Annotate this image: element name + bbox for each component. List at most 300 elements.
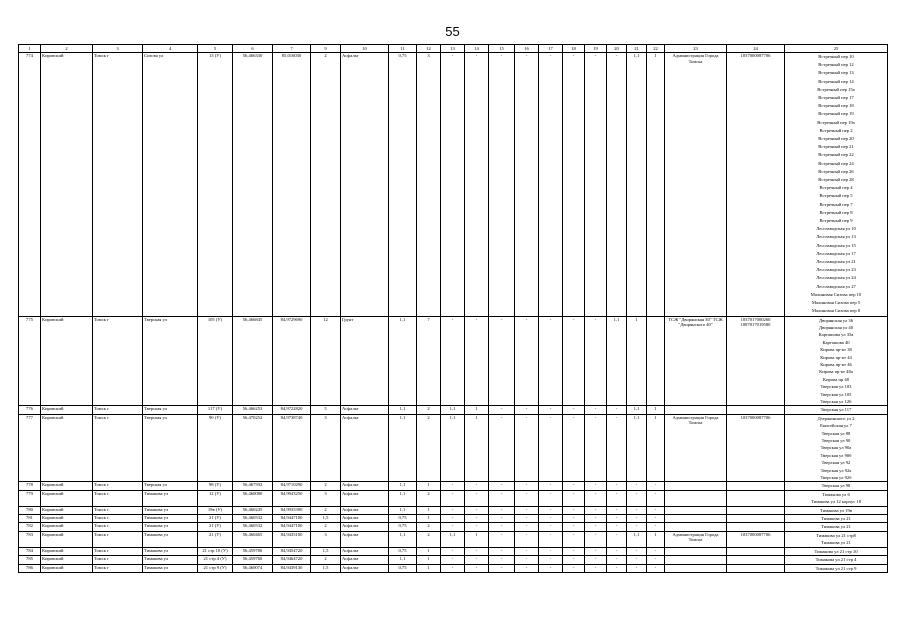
address-item: Встречный пер 13: [818, 70, 854, 76]
table-cell: 0,75: [389, 547, 417, 555]
address-item: Тверская ул 90б: [820, 452, 852, 458]
table-row: [19, 490, 888, 506]
address-list-cell: [785, 53, 888, 317]
table-cell: 2: [311, 523, 341, 531]
column-header: 16: [515, 45, 539, 53]
table-cell: -: [539, 506, 563, 514]
address-list-cell: [785, 506, 888, 514]
table-cell: 21 стр 10 (У): [198, 547, 233, 555]
table-cell: 21 (У): [198, 523, 233, 531]
address-item: Встречный пер 5: [819, 193, 853, 199]
table-cell: Тверская ул: [143, 482, 198, 490]
table-cell: Томск г: [93, 316, 143, 406]
column-header: 15: [489, 45, 515, 53]
table-cell: -: [539, 564, 563, 572]
table-cell: -: [465, 556, 489, 564]
table-cell: -: [607, 53, 627, 317]
column-header: 22: [647, 45, 665, 53]
table-cell: 84,9722820: [273, 406, 311, 414]
table-cell: Асфальт: [341, 414, 389, 482]
address-item: Тимакова ул 21 стр 9: [815, 565, 857, 571]
table-cell: -: [563, 515, 585, 523]
table-cell: -: [585, 316, 607, 406]
address-item: Тимакова ул 21: [821, 516, 851, 522]
address-list-cell: [785, 547, 888, 555]
table-cell: 1: [465, 414, 489, 482]
table-cell: 1,1: [389, 490, 417, 506]
table-cell: 1: [465, 531, 489, 547]
address-list-cell: [785, 564, 888, 572]
table-cell: 2: [311, 506, 341, 514]
table-cell: -: [607, 490, 627, 506]
table-cell: 1,1: [441, 406, 465, 414]
address-item: Енисейская ул 7: [820, 423, 852, 429]
table-cell: -: [465, 523, 489, 531]
table-cell: 3: [311, 490, 341, 506]
table-cell: -: [563, 414, 585, 482]
table-cell: 1037000087706: [727, 531, 785, 547]
table-cell: [727, 506, 785, 514]
table-cell: -: [647, 564, 665, 572]
table-cell: [665, 547, 727, 555]
table-cell: [727, 523, 785, 531]
table-cell: -: [539, 547, 563, 555]
table-cell: -: [515, 316, 539, 406]
table-cell: [665, 482, 727, 490]
table-cell: -: [515, 506, 539, 514]
table-cell: 1037000087706: [727, 414, 785, 482]
column-header: 9: [311, 45, 341, 53]
column-header: 23: [665, 45, 727, 53]
table-cell: 1,1: [389, 316, 417, 406]
address-item: Лесозаводская ул 24: [816, 275, 856, 281]
table-cell: 1,1: [389, 556, 417, 564]
table-row: [19, 523, 888, 531]
table-cell: -: [563, 490, 585, 506]
table-cell: -: [585, 53, 607, 317]
table-cell: 778: [19, 482, 41, 490]
table-cell: 1: [417, 515, 441, 523]
table-cell: 1: [647, 53, 665, 317]
table-row: [19, 556, 888, 564]
table-cell: 782: [19, 523, 41, 531]
table-cell: -: [539, 414, 563, 482]
table-cell: 0,75: [389, 515, 417, 523]
table-cell: -: [563, 506, 585, 514]
column-header: 5: [198, 45, 233, 53]
table-cell: -: [585, 556, 607, 564]
table-cell: 3: [311, 414, 341, 482]
table-cell: Тимакова ул: [143, 531, 198, 547]
address-item: Тверская ул 92: [821, 460, 851, 466]
table-cell: -: [647, 523, 665, 531]
table-row: [19, 482, 888, 490]
table-cell: 1: [417, 564, 441, 572]
table-cell: -: [627, 523, 647, 531]
table-cell: -: [489, 53, 515, 317]
table-cell: 1037017000260 1087017019580: [727, 316, 785, 406]
table-cell: -: [465, 482, 489, 490]
table-cell: Томск г: [93, 490, 143, 506]
address-item: Тверская ул 90а: [820, 445, 852, 451]
table-cell: -: [489, 564, 515, 572]
address-item: Тимакова ул 21: [821, 540, 851, 546]
table-cell: 784: [19, 547, 41, 555]
table-cell: -: [441, 490, 465, 506]
address-item: Тимакова ул 21: [821, 524, 851, 530]
address-item: Тимакова ул 21 стр8: [816, 532, 856, 538]
table-cell: [727, 556, 785, 564]
address-item: Встречный пер 9: [819, 218, 853, 224]
table-cell: Тимакова ул: [143, 556, 198, 564]
table-cell: -: [585, 482, 607, 490]
table-cell: Томск г: [93, 53, 143, 317]
address-item: Лесозаводская ул 27: [816, 283, 856, 289]
address-item: Кирова пр-кт 44: [820, 354, 852, 360]
table-cell: -: [607, 482, 627, 490]
table-cell: 2: [417, 523, 441, 531]
table-cell: 90 (У): [198, 414, 233, 482]
table-cell: -: [515, 531, 539, 547]
table-cell: -: [539, 53, 563, 317]
address-item: Тверская ул 126: [820, 398, 852, 404]
table-cell: -: [585, 547, 607, 555]
table-cell: Асфальт: [341, 547, 389, 555]
table-cell: Тимакова ул: [143, 506, 198, 514]
table-cell: Тимакова ул: [143, 515, 198, 523]
address-item: Кирова пр 48: [823, 376, 849, 382]
address-item: Встречный пер 26: [818, 168, 854, 174]
table-cell: 1,5: [311, 564, 341, 572]
address-list-cell: [785, 523, 888, 531]
address-item: Встречный пер 28: [818, 177, 854, 183]
table-cell: -: [607, 547, 627, 555]
address-item: Встречный пер 14: [818, 78, 854, 84]
table-cell: Асфальт: [341, 564, 389, 572]
table-cell: -: [627, 547, 647, 555]
table-cell: 1: [647, 531, 665, 547]
table-cell: -: [515, 547, 539, 555]
table-cell: 84,9447100: [273, 523, 311, 531]
table-cell: Тимакова ул: [143, 523, 198, 531]
table-cell: -: [585, 490, 607, 506]
address-item: Лесозаводская ул 10: [816, 226, 856, 232]
table-cell: Тверская ул: [143, 406, 198, 414]
table-cell: 84,9447100: [273, 515, 311, 523]
table-cell: -: [515, 515, 539, 523]
table-cell: 1,1: [389, 406, 417, 414]
table-cell: Кировский: [41, 414, 93, 482]
table-cell: Кировский: [41, 506, 93, 514]
table-cell: Асфальт: [341, 523, 389, 531]
table-cell: -: [515, 482, 539, 490]
table-cell: -: [489, 506, 515, 514]
column-header: 4: [143, 45, 198, 53]
column-header: 3: [93, 45, 143, 53]
table-cell: Томск г: [93, 556, 143, 564]
table-cell: Кировский: [41, 515, 93, 523]
table-cell: ТСЖ "Дворянская 30" ТСЖ "Дворянского 40": [665, 316, 727, 406]
table-cell: -: [539, 515, 563, 523]
table-cell: -: [563, 523, 585, 531]
address-item: Встречный пер 12: [818, 62, 854, 68]
address-item: Кирова пр-кт 48а: [819, 369, 853, 375]
table-cell: -: [465, 53, 489, 317]
table-cell: 84,9710290: [273, 482, 311, 490]
table-cell: Грунт: [341, 316, 389, 406]
table-cell: Тверская ул: [143, 316, 198, 406]
column-header: 21: [627, 45, 647, 53]
address-item: Встречный пер 20: [818, 136, 854, 142]
table-cell: -: [441, 506, 465, 514]
column-header: 10: [341, 45, 389, 53]
table-cell: -: [441, 53, 465, 317]
table-cell: -: [607, 556, 627, 564]
table-cell: [727, 564, 785, 572]
table-cell: -: [607, 564, 627, 572]
address-item: Дворянская ул 40: [818, 324, 854, 330]
table-row: [19, 316, 888, 406]
table-row: [19, 406, 888, 414]
table-cell: Кировский: [41, 531, 93, 547]
column-header: 11: [389, 45, 417, 53]
table-cell: 2: [311, 556, 341, 564]
table-cell: 1: [465, 406, 489, 414]
table-cell: 21 (У): [198, 515, 233, 523]
table-cell: -: [441, 482, 465, 490]
table-cell: [727, 547, 785, 555]
table-cell: 2: [311, 482, 341, 490]
table-cell: 2: [311, 53, 341, 317]
table-cell: 1,1: [389, 506, 417, 514]
table-cell: Томск г: [93, 482, 143, 490]
column-header: 25: [785, 45, 888, 53]
table-cell: Кировский: [41, 564, 93, 572]
table-cell: 0,75: [389, 53, 417, 317]
table-cell: Томск г: [93, 547, 143, 555]
table-cell: -: [441, 523, 465, 531]
table-cell: -: [607, 506, 627, 514]
address-item: Встречный пер 21: [818, 144, 854, 150]
table-cell: 785: [19, 556, 41, 564]
table-cell: -: [539, 406, 563, 414]
table-cell: 21 стр 4 (У): [198, 556, 233, 564]
table-cell: -: [515, 523, 539, 531]
table-cell: 56,460532: [233, 515, 273, 523]
table-cell: Кировский: [41, 406, 93, 414]
address-item: Тимакова ул 12 корпус 18: [810, 499, 862, 505]
table-cell: -: [607, 406, 627, 414]
address-item: Встречный пер 8: [819, 209, 853, 215]
address-item: Тверская ул 105: [820, 391, 852, 397]
table-cell: 7: [417, 316, 441, 406]
table-cell: -: [489, 556, 515, 564]
table-cell: [665, 406, 727, 414]
address-list-cell: [785, 490, 888, 506]
table-cell: 3: [417, 53, 441, 317]
table-cell: Асфальт: [341, 406, 389, 414]
table-cell: -: [585, 506, 607, 514]
address-item: Тимакова ул 6: [822, 491, 850, 497]
table-cell: [727, 406, 785, 414]
address-item: Встречный пер 15а: [817, 86, 855, 92]
column-header: 12: [417, 45, 441, 53]
table-cell: Кировский: [41, 547, 93, 555]
address-item: Тимакова ул 19в: [820, 507, 852, 513]
table-row: [19, 53, 888, 317]
table-cell: -: [489, 531, 515, 547]
table-cell: [727, 515, 785, 523]
column-header: 7: [273, 45, 311, 53]
address-item: Тверская ул 92б: [820, 475, 852, 481]
address-item: Встречный пер 2: [819, 127, 853, 133]
address-list-cell: [785, 531, 888, 547]
address-item: Тимакова ул 21 стр 10: [814, 548, 858, 554]
table-cell: -: [441, 316, 465, 406]
table-cell: 1,1: [607, 316, 627, 406]
table-cell: -: [563, 547, 585, 555]
table-cell: -: [563, 564, 585, 572]
table-cell: 777: [19, 414, 41, 482]
table-cell: -: [515, 414, 539, 482]
table-cell: 786: [19, 564, 41, 572]
table-cell: Томск г: [93, 406, 143, 414]
address-item: Карташова 40: [822, 339, 850, 345]
table-cell: -: [647, 506, 665, 514]
table-cell: 56,466253: [233, 406, 273, 414]
table-cell: 779: [19, 490, 41, 506]
table-cell: -: [465, 316, 489, 406]
address-item: Встречный пер 19: [818, 111, 854, 117]
table-cell: 774: [19, 53, 41, 317]
address-item: Лесозаводская ул 17: [816, 250, 856, 256]
table-cell: [665, 506, 727, 514]
table-cell: 84,9464720: [273, 556, 311, 564]
table-cell: -: [465, 564, 489, 572]
table-cell: 0,75: [389, 564, 417, 572]
table-cell: -: [539, 482, 563, 490]
table-cell: [665, 564, 727, 572]
table-cell: Кировский: [41, 556, 93, 564]
table-cell: Администрация Города Томска: [665, 414, 727, 482]
table-cell: 56,459760: [233, 556, 273, 564]
table-cell: Тимакова ул: [143, 490, 198, 506]
table-cell: 1: [647, 414, 665, 482]
page-number: 55: [445, 24, 460, 39]
table-cell: Асфальт: [341, 506, 389, 514]
table-cell: Тимакова ул: [143, 564, 198, 572]
table-cell: 13 (У): [198, 53, 233, 317]
table-cell: 0,75: [389, 523, 417, 531]
table-cell: -: [515, 53, 539, 317]
table-cell: 84,9738740: [273, 414, 311, 482]
table-cell: [665, 556, 727, 564]
column-header: 17: [539, 45, 563, 53]
table-cell: -: [627, 490, 647, 506]
address-item: Малиновая Сизова пер 5: [811, 300, 861, 306]
table-row: [19, 515, 888, 523]
table-cell: 98 (У): [198, 482, 233, 490]
table-cell: 117 (У): [198, 406, 233, 414]
table-cell: 1,5: [311, 547, 341, 555]
table-cell: -: [563, 531, 585, 547]
table-cell: Кировский: [41, 490, 93, 506]
table-cell: 1: [417, 482, 441, 490]
table-cell: -: [489, 316, 515, 406]
table-cell: 1,1: [627, 414, 647, 482]
table-cell: -: [607, 523, 627, 531]
table-cell: Асфальт: [341, 53, 389, 317]
table-cell: -: [585, 531, 607, 547]
table-cell: Томск г: [93, 523, 143, 531]
table-cell: 1: [417, 556, 441, 564]
table-cell: -: [489, 414, 515, 482]
table-row: [19, 547, 888, 555]
table-cell: -: [441, 515, 465, 523]
table-cell: 84,9943250: [273, 490, 311, 506]
table-cell: 12 (У): [198, 490, 233, 506]
address-item: Тверская ул 90: [821, 438, 851, 443]
column-header: 6: [233, 45, 273, 53]
table-cell: 105 (У): [198, 316, 233, 406]
table-cell: -: [607, 515, 627, 523]
registry-table: [18, 44, 888, 573]
table-cell: -: [465, 547, 489, 555]
table-cell: -: [539, 531, 563, 547]
table-cell: Тверская ул: [143, 414, 198, 482]
table-cell: 1,5: [311, 515, 341, 523]
table-cell: -: [647, 547, 665, 555]
table-cell: -: [627, 515, 647, 523]
address-item: Кирова пр-кт 38: [820, 347, 852, 353]
table-cell: -: [563, 482, 585, 490]
address-item: Лесозаводская ул 23: [816, 267, 856, 273]
table-cell: Тимакова ул: [143, 547, 198, 555]
table-cell: 1,1: [389, 414, 417, 482]
table-cell: -: [585, 515, 607, 523]
table-cell: Асфальт: [341, 515, 389, 523]
table-cell: 1: [627, 316, 647, 406]
table-cell: -: [627, 556, 647, 564]
table-cell: Асфальт: [341, 556, 389, 564]
table-cell: 56,460080: [233, 490, 273, 506]
address-item: Карташова ул 35а: [818, 332, 854, 338]
table-cell: Томск г: [93, 414, 143, 482]
table-cell: 1,1: [389, 482, 417, 490]
column-header: 1: [19, 45, 41, 53]
table-cell: -: [539, 556, 563, 564]
address-list-cell: [785, 316, 888, 406]
table-cell: 1,1: [441, 414, 465, 482]
table-cell: Томск г: [93, 564, 143, 572]
table-cell: 776: [19, 406, 41, 414]
address-list-cell: [785, 414, 888, 482]
table-cell: 2: [417, 531, 441, 547]
table-cell: 2: [417, 406, 441, 414]
table-cell: 1: [417, 547, 441, 555]
table-cell: 84,9729690: [273, 316, 311, 406]
address-item: Кирова пр-кт 46: [820, 361, 852, 367]
table-cell: [665, 515, 727, 523]
address-item: Встречный пер 7: [819, 201, 853, 207]
table-cell: 1,1: [389, 531, 417, 547]
address-item: Тверская ул 98: [821, 483, 851, 489]
table-cell: 56,460074: [233, 564, 273, 572]
table-cell: 5: [311, 406, 341, 414]
table-cell: 56,467592: [233, 482, 273, 490]
table-cell: Асфальт: [341, 490, 389, 506]
table-cell: Администрация Города Томска: [665, 531, 727, 547]
